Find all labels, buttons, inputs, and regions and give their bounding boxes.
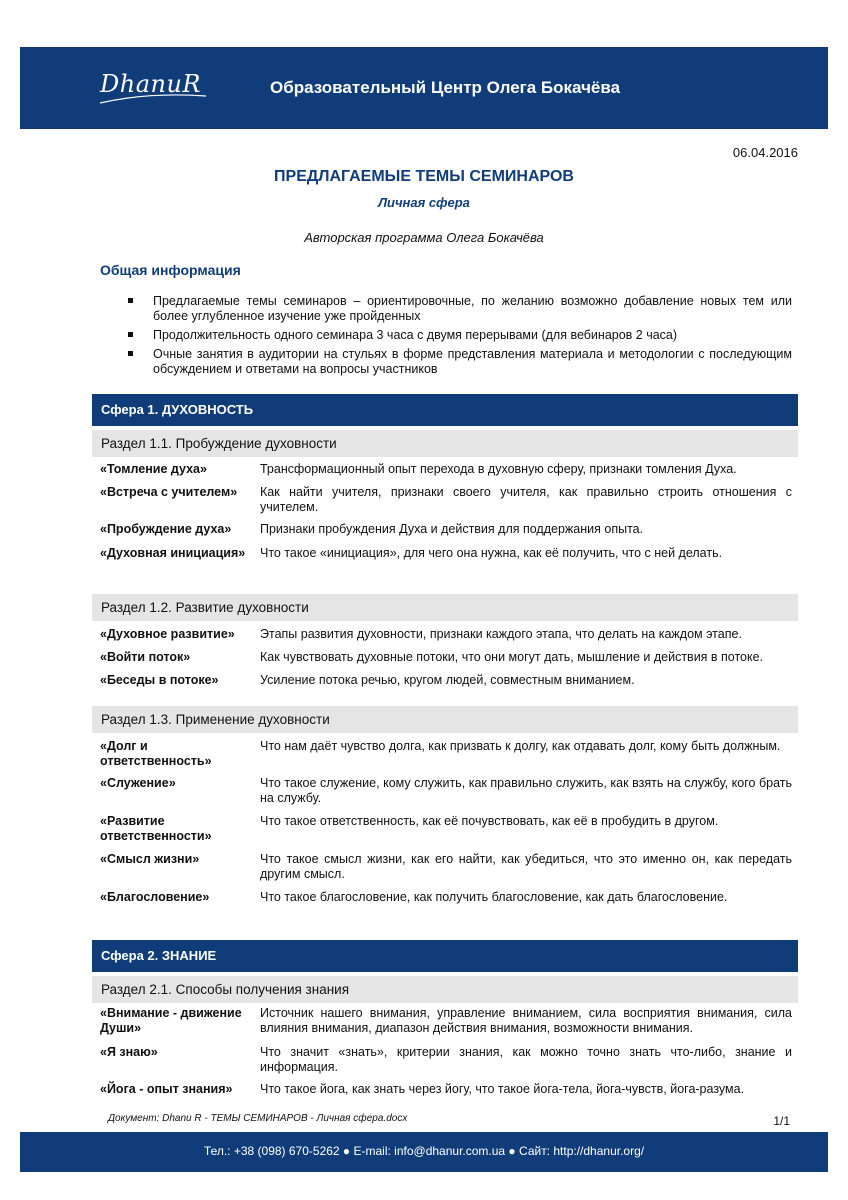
topic-description: Источник нашего внимания, управление вниманием, сила восприятия внимания, сила влияния внимания, диапазон действия внимания, возможности внимания. <box>260 1006 792 1035</box>
topic-title: «Духовное развитие» <box>100 627 235 641</box>
topic-description: Что нам даёт чувство долга, как призвать к долгу, как отдавать долг, кому быть должным. <box>260 739 781 753</box>
topic-description: Как найти учителя, признаки своего учителя, как правильно строить отношения с учителем. <box>260 485 792 514</box>
topic-description: Что такое «инициация», для чего она нужна, как её получить, что с ней делать. <box>260 546 723 560</box>
footer-document-name: Документ: Dhanu R - ТЕМЫ СЕМИНАРОВ - Личная сфера.docx <box>108 1113 408 1124</box>
topic-title: «Смысл жизни» <box>100 852 200 866</box>
topic-description: Что такое благословение, как получить благословение, как дать благословение. <box>260 890 728 904</box>
list-item: Продолжительность одного семинара 3 часа с двумя перерывами (для вебинаров 2 часа) <box>126 328 792 343</box>
document-subtitle: Личная сфера <box>378 195 470 210</box>
section-heading: Раздел 1.1. Пробуждение духовности <box>92 430 798 457</box>
topic-description: Что такое служение, кому служить, как правильно служить, как взять на службу, кого брать на службу. <box>260 776 792 805</box>
topic-title: «Духовная инициация» <box>100 546 246 560</box>
section-heading: Раздел 2.1. Способы получения знания <box>92 976 798 1003</box>
topic-title: «Йога - опыт знания» <box>100 1082 233 1096</box>
topic-title: «Служение» <box>100 776 176 790</box>
topic-title: «Я знаю» <box>100 1045 158 1059</box>
topic-title: «Пробуждение духа» <box>100 522 232 536</box>
topic-description: Признаки пробуждения Духа и действия для поддержания опыта. <box>260 522 644 536</box>
section-heading: Раздел 1.3. Применение духовности <box>92 706 798 733</box>
document-author: Авторская программа Олега Бокачёва <box>304 230 544 245</box>
sphere-heading: Сфера 2. ЗНАНИЕ <box>92 940 798 972</box>
topic-description: Как чувствовать духовные потоки, что они могут дать, мышление и действия в потоке. <box>260 650 764 664</box>
footer-contacts: Тел.: +38 (098) 670-5262 ● E-mail: info@dhanur.com.ua ● Сайт: http://dhanur.org/ <box>20 1132 828 1172</box>
topic-title: «Беседы в потоке» <box>100 673 219 687</box>
topic-description: Что значит «знать», критерии знания, как можно точно знать что-либо, знание и информация. <box>260 1045 792 1074</box>
sphere-heading: Сфера 1. ДУХОВНОСТЬ <box>92 394 798 426</box>
topic-title: «Благословение» <box>100 890 210 904</box>
general-info-list <box>126 294 792 381</box>
general-info-heading: Общая информация <box>100 262 241 278</box>
topic-description: Этапы развития духовности, признаки каждого этапа, что делать на каждом этапе. <box>260 627 742 641</box>
topic-description: Трансформационный опыт перехода в духовную сферу, признаки томления Духа. <box>260 462 737 476</box>
topic-description: Что такое йога, как знать через йогу, что такое йога-тела, йога-чувств, йога-разума. <box>260 1082 745 1096</box>
section-heading: Раздел 1.2. Развитие духовности <box>92 594 798 621</box>
topic-description: Усиление потока речью, кругом людей, совместным вниманием. <box>260 673 635 687</box>
topic-title: «Внимание - движение Души» <box>100 1006 242 1035</box>
page-number: 1/1 <box>773 1114 790 1128</box>
topic-description: Что такое смысл жизни, как его найти, как убедиться, что это именно он, как передать другим смысл. <box>260 852 792 881</box>
document-title: ПРЕДЛАГАЕМЫЕ ТЕМЫ СЕМИНАРОВ <box>274 168 574 185</box>
org-title: Образовательный Центр Олега Бокачёва <box>270 78 621 97</box>
logo-swoosh-icon <box>98 90 208 106</box>
topic-title: «Томление духа» <box>100 462 207 476</box>
topic-title: «Долг и ответственность» <box>100 739 212 768</box>
list-item: Предлагаемые темы семинаров – ориентировочные, по желанию возможно добавление новых тем или более углубленное изучение уже пройденных <box>126 294 792 324</box>
document-date: 06.04.2016 <box>732 145 798 160</box>
topic-title: «Развитие ответственности» <box>100 814 212 843</box>
topic-title: «Встреча с учителем» <box>100 485 238 499</box>
logo: DhanuR <box>100 70 201 98</box>
topic-title: «Войти поток» <box>100 650 191 664</box>
list-item: Очные занятия в аудитории на стульях в форме представления материала и методологии с последующим обсуждением и ответами на вопросы участников <box>126 347 792 377</box>
topic-description: Что такое ответственность, как её почувствовать, как её в пробудить в другом. <box>260 814 719 828</box>
